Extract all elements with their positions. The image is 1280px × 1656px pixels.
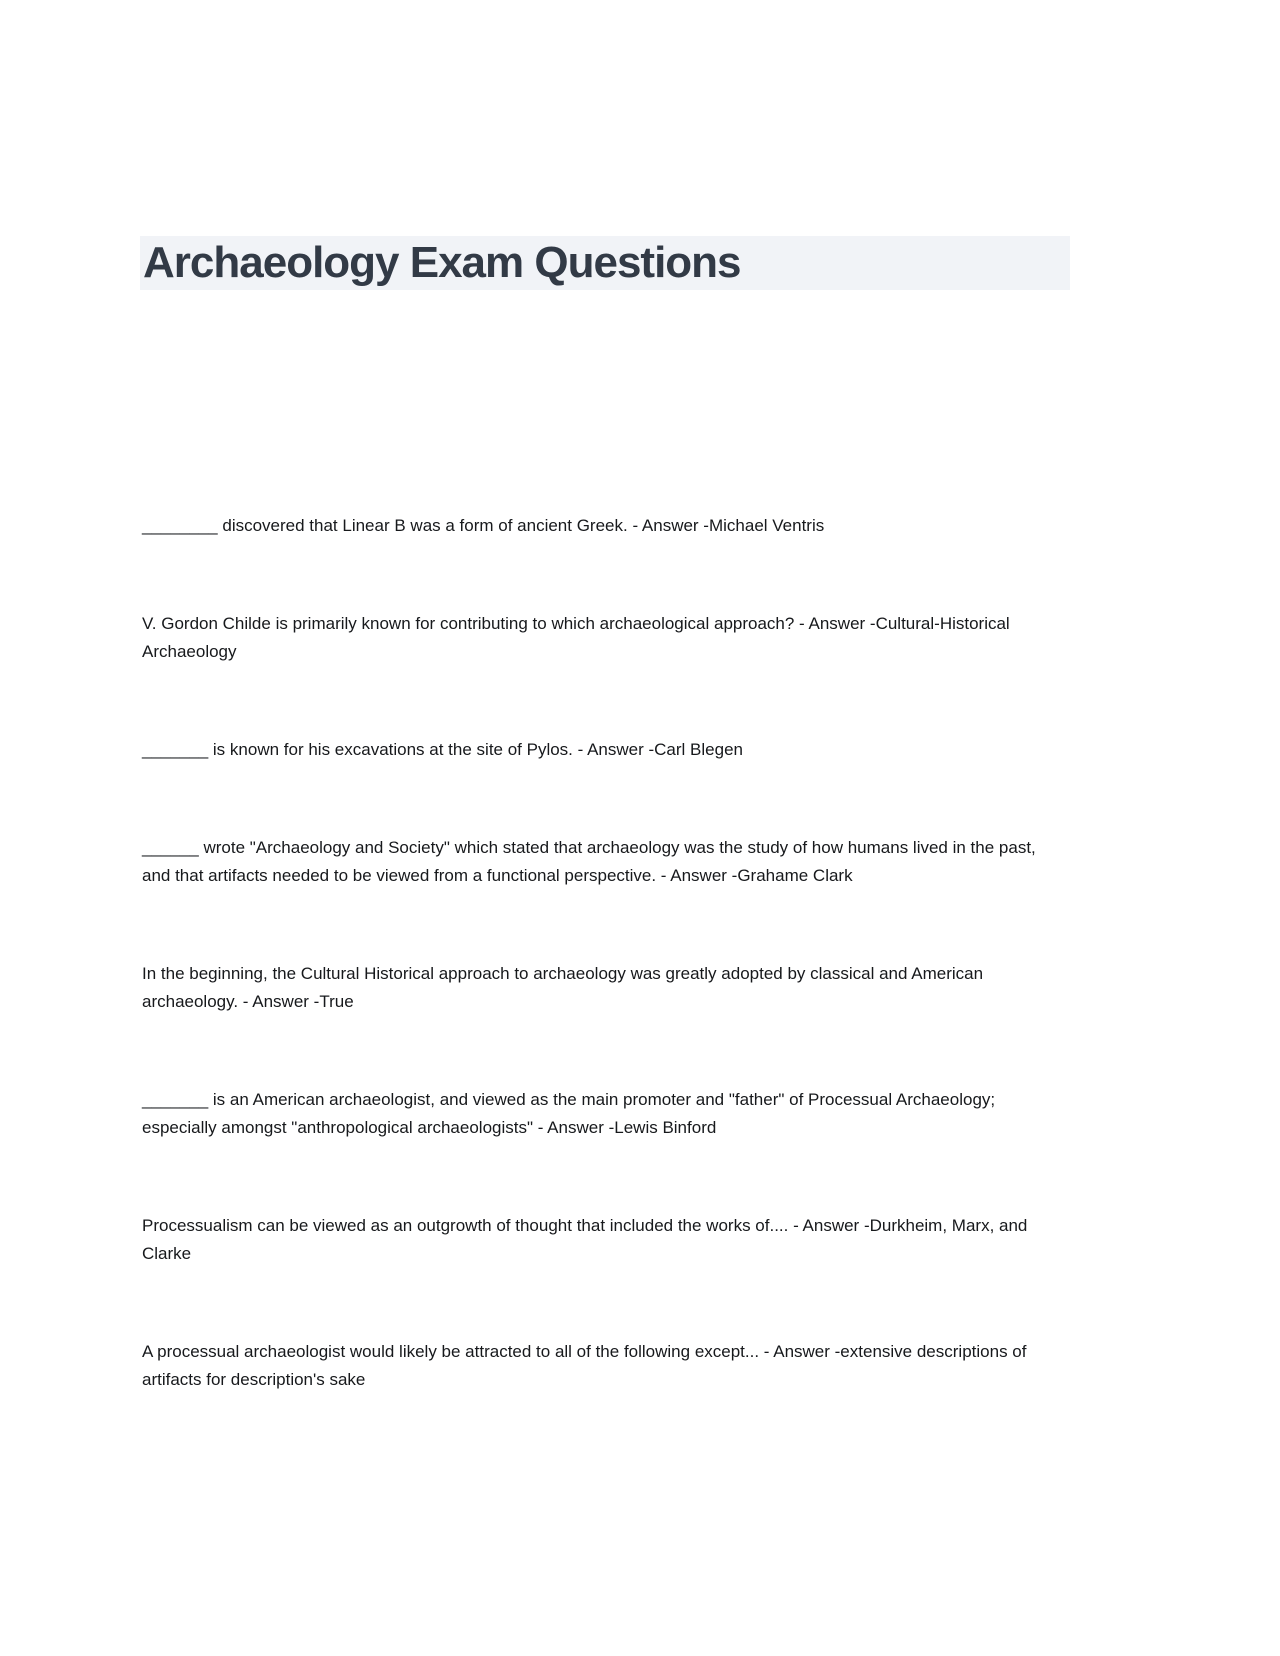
title-highlight bbox=[140, 236, 1070, 290]
qa-item-4: ______ wrote "Archaeology and Society" which stated that archaeology was the study of how humans lived in the past, and that artifacts needed to be viewed from a functional perspective. - Answer -Grahame Clark bbox=[142, 838, 1036, 885]
qa-item-7: Processualism can be viewed as an outgrowth of thought that included the works of.... - Answer -Durkheim, Marx, and Clarke bbox=[142, 1216, 1028, 1263]
qa-item-5: In the beginning, the Cultural Historical approach to archaeology was greatly adopted by classical and American archaeology. - Answer -True bbox=[142, 964, 984, 1011]
qa-item-6: _______ is an American archaeologist, and viewed as the main promoter and "father" of Processual Archaeology; especially amongst "anthropological archaeologists" - Answer -Lewis Binford bbox=[142, 1090, 996, 1137]
qa-item-2: V. Gordon Childe is primarily known for contributing to which archaeological approach? - Answer -Cultural-Historical Archaeology bbox=[142, 614, 1010, 661]
page-title: Archaeology Exam Questions bbox=[143, 238, 741, 287]
qa-item-3: _______ is known for his excavations at the site of Pylos. - Answer -Carl Blegen bbox=[142, 740, 743, 759]
question-list bbox=[142, 512, 1050, 1464]
qa-item-1: ________ discovered that Linear B was a form of ancient Greek. - Answer -Michael Ventris bbox=[142, 516, 825, 535]
qa-item-8: A processual archaeologist would likely be attracted to all of the following except... - Answer -extensive descriptions of artifacts for description's sake bbox=[142, 1342, 1027, 1389]
